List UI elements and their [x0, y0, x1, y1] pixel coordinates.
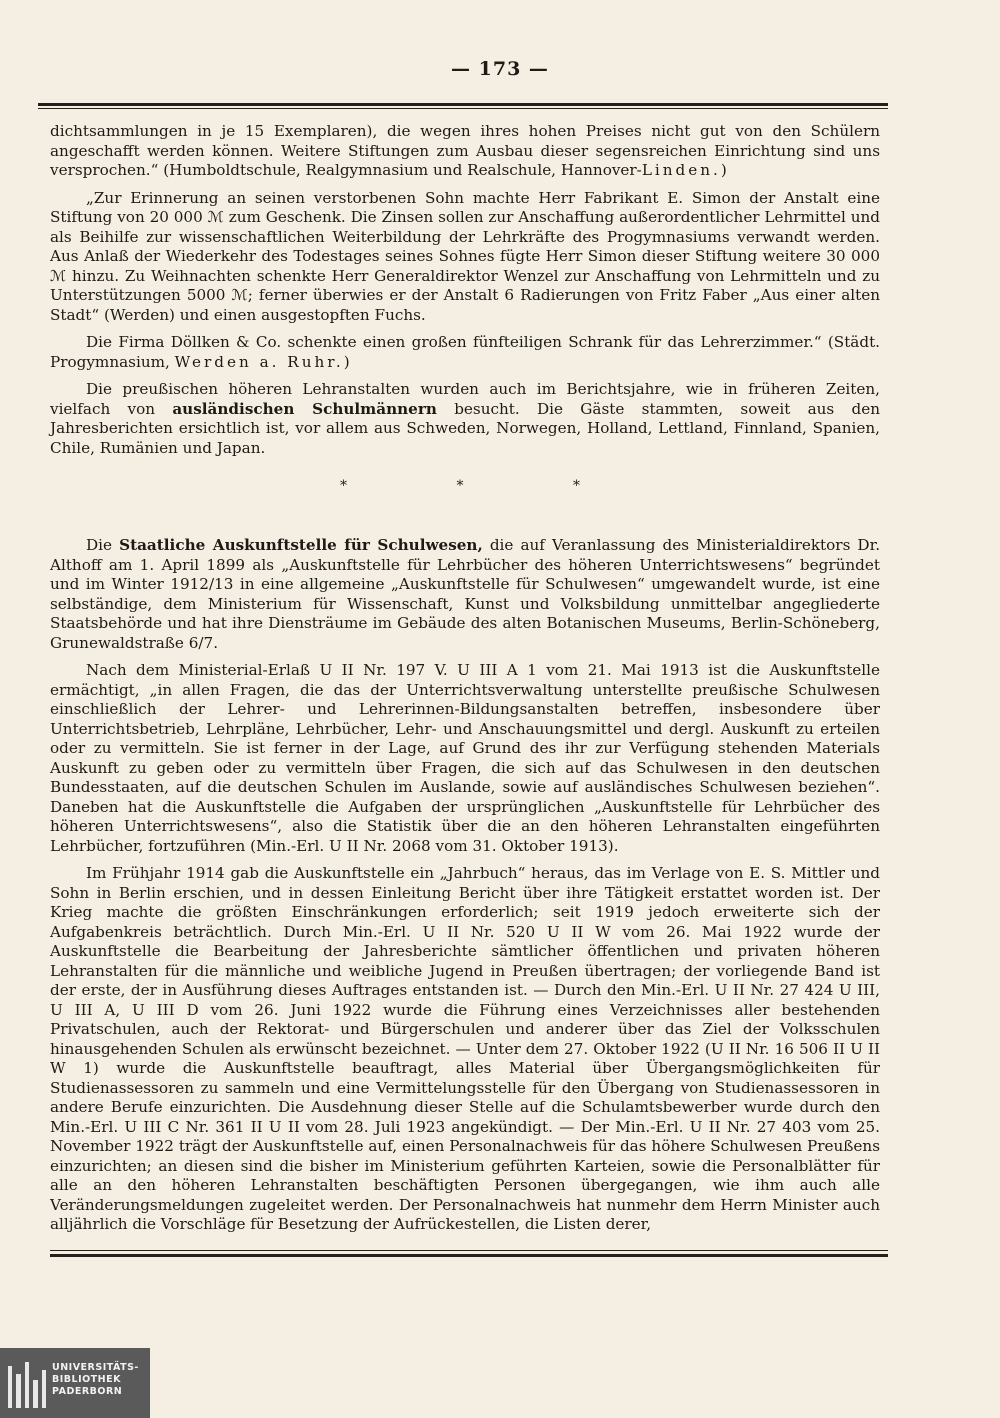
paragraph: „Zur Erinnerung an seinen verstorbenen Sohn machte Herr Fabrikant E. Simon der Anstalt eine Stiftung von 20 000 ℳ zum Geschenk. Die Zinsen sollen zur Anschaffung außerordentlicher Lehrmittel und als Beihilfe zur wissenschaftlichen Weiterbildung der Lehrkräfte des Progymnasiums verwandt werden. Aus Anlaß der Wiederkehr des Todestages seines Sohnes fügte Herr Simon dieser Stiftung weitere 30 000 ℳ hinzu. Zu Weihnachten schenkte Herr Generaldirektor Wenzel zur Anschaffung von Lehrmitteln und zu Unterstützungen 5000 ℳ; ferner überwies er der Anstalt 6 Radierungen von Fritz Faber „Aus einer alten Stadt“ (Werden) und einen ausgestopften Fuchs. — [50, 188, 880, 324]
paragraph-text: besucht. Die Gäste stammten, soweit aus den Jahresberichten ersichtlich ist, vor allem aus Schweden, Norwegen, Holland, Lettland, Finnland, Spanien, Chile, Rumänien und Japan. — [50, 399, 880, 457]
separator-star: * — [456, 478, 464, 494]
paragraph: Im Frühjahr 1914 gab die Auskunftstelle ein „Jahrbuch“ heraus, das im Verlage von E. S. Mittler und Sohn in Berlin erschien, und in dessen Einleitung Bericht über ihre Tätigkeit erstattet worden ist. Der Krieg machte die größten Einschränkungen erforderlich; seit 1919 jedoch erweiterte sich der Aufgabenkreis beträchtlich. Durch Min.-Erl. U II Nr. 520 U II W vom 26. Mai 1922 wurde der Auskunftstelle die Bearbeitung der Jahresberichte sämtlicher öffentlichen und privaten höheren Lehranstalten für die männliche und weibliche Jugend in Preußen übertragen; der vorliegende Band ist der erste, der in Ausführung dieses Auftrages entstanden ist. — Durch den Min.-Erl. U II Nr. 27 424 U III, U III A, U III D vom 26. Juni 1922 wurde die Führung eines Verzeichnisses aller bestehenden Privatschulen, auch der Rektorat- und Bürgerschulen und anderer über das Ziel der Volksschulen hinausgehenden Schulen als erwünscht bezeichnet. — Unter dem 27. Oktober 1922 (U II Nr. 16 506 II U II W 1) wurde die Auskunftstelle beauftragt, alles Material über Übergangsmöglichkeiten für Studienassessoren zu sammeln und eine Vermittelungsstelle für den Übergang von Studienassessoren in andere Berufe einzurichten. Die Ausdehnung dieser Stelle auf die Schulamtsbewerber wurde durch den Min.-Erl. U III C Nr. 361 II U II vom 28. Juli 1923 angekündigt. — Der Min.-Erl. U II Nr. 27 403 vom 25. November 1922 trägt der Auskunftstelle auf, einen Personalnachweis für das höhere Schulwesen Preußens einzurichten; an diesen sind die bisher im Ministerium geführten Karteien, sowie die Personalblätter für alle an den höheren Lehranstalten beschäftigten Personen übergegangen, wie ihm auch alle Veränderungsmeldungen zugeleitet werden. Der Personalnachweis hat nunmehr dem Herrn Minister auch alljährlich die Vorschläge für Besetzung der Aufrückestellen, die Listen derer, — [50, 864, 880, 1233]
paragraph — [50, 380, 880, 458]
paragraph: Nach dem Ministerial-Erlaß U II Nr. 197 V. U III A 1 vom 21. Mai 1913 ist die Auskunftstelle ermächtigt, „in allen Fragen, die das der Unterrichtsverwaltung unterstellte preußische Schulwesen einschließlich der Lehrer- und Lehrerinnen-Bildungsanstalten betreffen, insbesondere über Unterrichtsbetrieb, Lehrpläne, Lehrbücher, Lehr- und Anschauungsmittel und dergl. Auskunft zu erteilen oder zu vermitteln. Sie ist ferner in der Lage, auf Grund des ihr zur Verfügung stehenden Materials Auskunft zu geben oder zu vermitteln über Fragen, die sich auf das Schulwesen in den deutschen Bundesstaaten, auf die deutschen Schulen im Auslande, sowie auf ausländisches Schulwesen beziehen“. Daneben hat die Auskunftstelle die Aufgaben der ursprünglichen „Auskunftstelle für Lehrbücher des höheren Unterrichtswesens“, also die Statistik über die an den höheren Lehranstalten eingeführten Lehrbücher, fortzuführen (Min.-Erl. U II Nr. 2068 vom 31. Oktober 1913). — [50, 661, 880, 855]
paragraph-text: Die preußischen höheren Lehranstalten wurden auch im Berichtsjahre, wie in früheren Zeiten, vielfach von — [50, 380, 880, 418]
library-logo — [0, 1348, 150, 1418]
logo-line: UNIVERSITÄTS- — [52, 1362, 139, 1373]
section-separator — [340, 478, 580, 494]
section-auskunftstelle — [50, 536, 880, 1243]
logo-line: PADERBORN — [52, 1386, 123, 1397]
paragraph-text: Die — [86, 536, 113, 554]
logo-bars-icon — [8, 1362, 46, 1408]
city-name: Linden.) — [641, 161, 730, 179]
logo-text — [52, 1362, 139, 1398]
paragraph — [50, 333, 880, 372]
paragraph-text: Die Firma Döllken & Co. schenkte einen großen fünfteiligen Schrank für das Lehrerzimmer.“ (Städt. Progymnasium, — [50, 333, 880, 371]
paragraph-text: die auf Veranlassung des Ministerialdirektors Dr. Althoff am 1. April 1899 als „Auskunftstelle für Lehrbücher des höheren Unterrichtswesens“ begründet und im Winter 1912/13 in eine allgemeine „Auskunftstelle für Schulwesen“ umgewandelt wurde, ist eine selbständige, dem Ministerium für Wissenschaft, Kunst und Volksbildung unmittelbar angegliederte Staatsbehörde und hat ihre Diensträume im Gebäude des alten Botanischen Museums, Berlin-Schöneberg, Grunewaldstraße 6/7. — [50, 536, 881, 652]
separator-star: * — [573, 478, 580, 494]
top-rule-thin — [38, 108, 888, 109]
page-number: — 173 — — [451, 58, 549, 80]
city-name: Werden a. Ruhr.) — [174, 352, 353, 371]
top-rule — [38, 103, 888, 106]
paragraph — [50, 122, 880, 181]
bottom-rule — [50, 1254, 888, 1257]
section-donations — [50, 122, 880, 466]
paragraph — [50, 536, 880, 653]
emphasized-text: Staatliche Auskunftstelle für Schulwesen, — [119, 536, 483, 554]
emphasized-text: ausländischen Schulmännern — [172, 399, 437, 418]
separator-star: * — [340, 478, 347, 494]
paragraph-text: dichtsammlungen in je 15 Exemplaren), die wegen ihres hohen Preises nicht gut von den Schülern angeschafft werden können. Weitere Stiftungen zum Ausbau dieser segensreichen Einrichtung sind uns versprochen.“ (Humboldtschule, Realgymnasium und Realschule, Hannover- — [50, 122, 880, 179]
bottom-rule-thin — [50, 1250, 888, 1251]
logo-line: BIBLIOTHEK — [52, 1374, 121, 1385]
